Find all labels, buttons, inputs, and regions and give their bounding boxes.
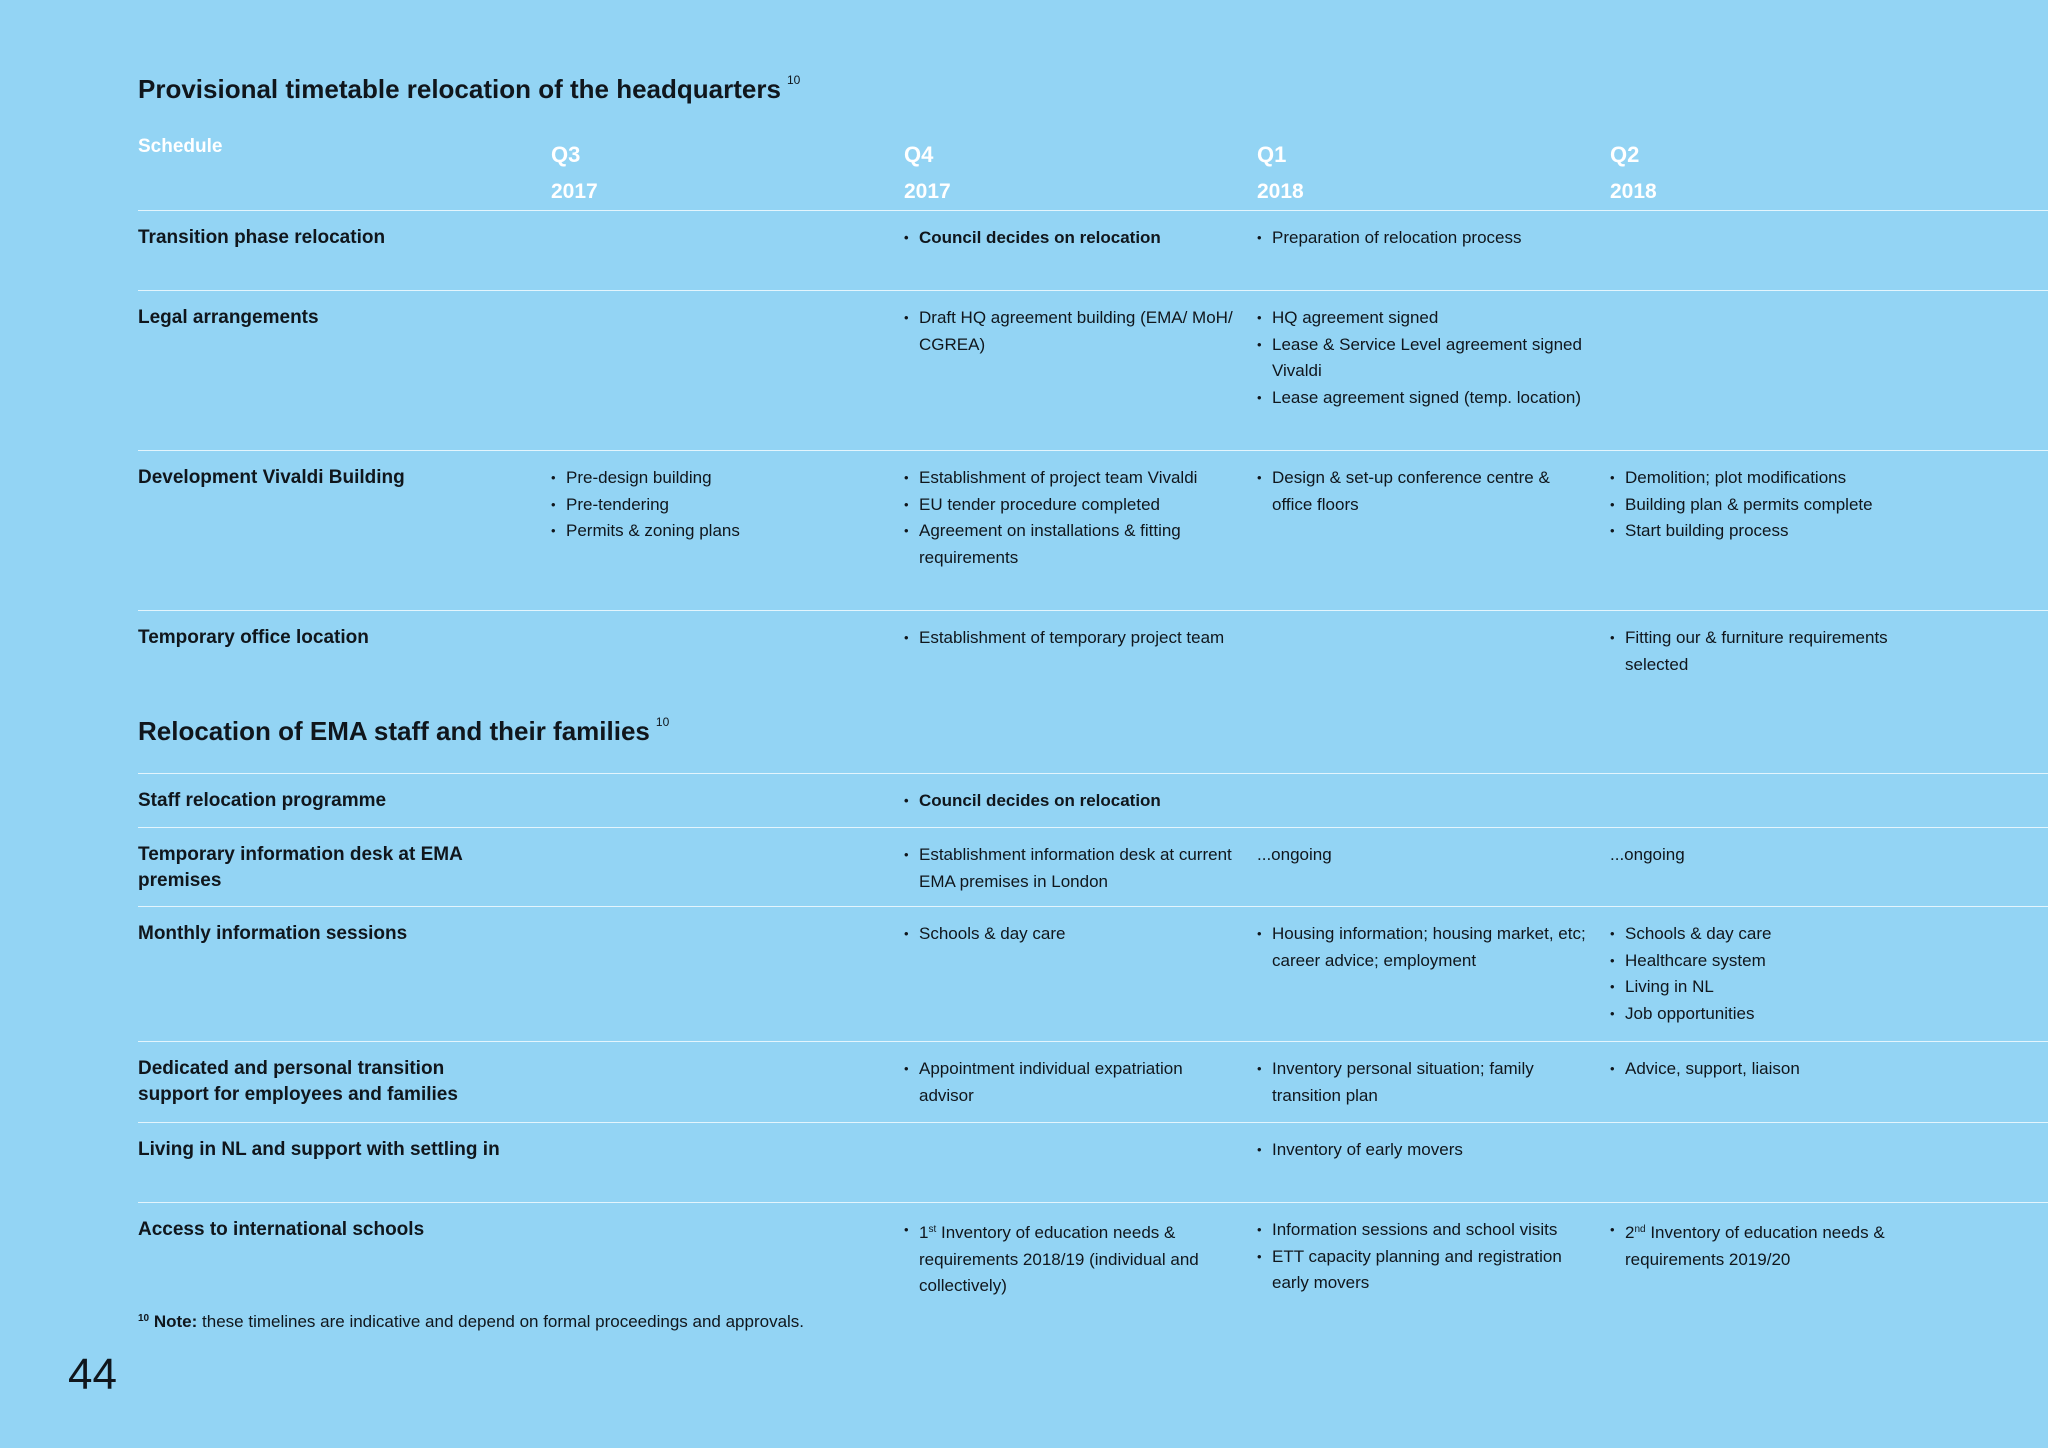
bullet-item: • Agreement on installations & fitting requirements bbox=[904, 518, 1234, 571]
row-label: Access to international schools bbox=[138, 1219, 425, 1240]
ongoing-text: ...ongoing bbox=[1257, 845, 1332, 864]
bullet-item: • Establishment of temporary project team bbox=[904, 625, 1234, 652]
footnote-ref: 10 bbox=[655, 715, 670, 729]
bullet-item: • HQ agreement signed bbox=[1257, 305, 1587, 332]
cell-q1 bbox=[1257, 1056, 1587, 1109]
cell-q2 bbox=[1610, 842, 1940, 869]
column-header-q2-2018 bbox=[1610, 136, 1657, 210]
footnote-ref: 10 bbox=[786, 73, 801, 87]
row-label: Temporary office location bbox=[138, 627, 369, 648]
cell-q4 bbox=[904, 1056, 1234, 1109]
cell-q4 bbox=[904, 225, 1234, 252]
bullet-text: Inventory of education needs & requirements 2019/20 bbox=[1625, 1223, 1885, 1269]
cell-q4 bbox=[904, 465, 1234, 571]
bullet-item: • Healthcare system bbox=[1610, 948, 1940, 975]
bullet-item: • Design & set-up conference centre & office floors bbox=[1257, 465, 1587, 518]
footnote-text: these timelines are indicative and depend on formal proceedings and approvals. bbox=[197, 1312, 805, 1331]
bullet-item: • Demolition; plot modifications bbox=[1610, 465, 1940, 492]
cell-q2 bbox=[1610, 465, 1940, 545]
ongoing-text: ...ongoing bbox=[1610, 845, 1685, 864]
bullet-item: • Information sessions and school visits bbox=[1257, 1217, 1587, 1244]
cell-q1 bbox=[1257, 1137, 1587, 1164]
bullet-item: • Living in NL bbox=[1610, 974, 1940, 1001]
section-title-text: Relocation of EMA staff and their families bbox=[138, 716, 650, 746]
bullet-item: • Job opportunities bbox=[1610, 1001, 1940, 1028]
section-title-staff-relocation bbox=[138, 715, 669, 747]
cell-q4 bbox=[904, 305, 1234, 358]
cell-q1 bbox=[1257, 465, 1587, 518]
column-header-q4-2017 bbox=[904, 136, 951, 210]
cell-q2 bbox=[1610, 625, 1940, 678]
ordinal-suffix: nd bbox=[1634, 1224, 1646, 1235]
cell-q1 bbox=[1257, 305, 1587, 411]
section-title-headquarters bbox=[138, 73, 800, 105]
cell-q4 bbox=[904, 788, 1234, 815]
ordinal-suffix: st bbox=[928, 1224, 937, 1235]
cell-q1 bbox=[1257, 842, 1587, 869]
row-label: Legal arrangements bbox=[138, 307, 319, 328]
bullet-item: • Establishment information desk at current EMA premises in London bbox=[904, 842, 1234, 895]
bullet-item: • Inventory personal situation; family transition plan bbox=[1257, 1056, 1587, 1109]
bullet-item: • Establishment of project team Vivaldi bbox=[904, 465, 1234, 492]
table-row-transition-support bbox=[138, 1041, 2048, 1122]
cell-q1 bbox=[1257, 921, 1587, 974]
table-row-living-in-nl bbox=[138, 1122, 2048, 1203]
column-quarter: Q3 bbox=[551, 142, 581, 167]
row-label: Dedicated and personal transition support for employees and families bbox=[138, 1058, 458, 1105]
cell-q4 bbox=[904, 921, 1234, 948]
bullet-item: • Pre-design building bbox=[551, 465, 881, 492]
column-quarter: Q4 bbox=[904, 142, 934, 167]
bullet-item: • Pre-tendering bbox=[551, 492, 881, 519]
page-number: 44 bbox=[68, 1350, 117, 1399]
table-row-staff-relocation-programme bbox=[138, 773, 2048, 827]
column-header-q3-2017 bbox=[551, 136, 598, 210]
cell-q4 bbox=[904, 842, 1234, 895]
cell-q4 bbox=[904, 1217, 1234, 1300]
bullet-item: • Permits & zoning plans bbox=[551, 518, 881, 545]
footnote-mark: 10 bbox=[138, 1313, 150, 1324]
table-row-development-vivaldi bbox=[138, 450, 2048, 611]
cell-q2 bbox=[1610, 1056, 1940, 1083]
bullet-item: • Lease agreement signed (temp. location) bbox=[1257, 385, 1587, 412]
row-label: Development Vivaldi Building bbox=[138, 467, 405, 488]
bullet-item: • Preparation of relocation process bbox=[1257, 225, 1587, 252]
column-quarter: Q2 bbox=[1610, 142, 1640, 167]
column-year: 2018 bbox=[1257, 180, 1304, 203]
footnote-label: Note: bbox=[153, 1312, 198, 1331]
bullet-item: • Building plan & permits complete bbox=[1610, 492, 1940, 519]
cell-q3 bbox=[551, 465, 881, 545]
column-year: 2018 bbox=[1610, 180, 1657, 203]
bullet-item: • Start building process bbox=[1610, 518, 1940, 545]
bullet-item: • ETT capacity planning and registration early movers bbox=[1257, 1244, 1587, 1297]
schedule-header-label: Schedule bbox=[138, 136, 223, 157]
table-row-information-desk bbox=[138, 827, 2048, 907]
ordinal-number: 1 bbox=[919, 1223, 929, 1242]
row-label: Monthly information sessions bbox=[138, 923, 408, 944]
section-title-text: Provisional timetable relocation of the headquarters bbox=[138, 74, 781, 104]
bullet-item: • Inventory of early movers bbox=[1257, 1137, 1587, 1164]
table-row-monthly-sessions bbox=[138, 906, 2048, 1042]
row-label: Living in NL and support with settling in bbox=[138, 1139, 500, 1160]
column-header-q1-2018 bbox=[1257, 136, 1304, 210]
column-year: 2017 bbox=[551, 180, 598, 203]
bullet-item: • EU tender procedure completed bbox=[904, 492, 1234, 519]
bullet-item bbox=[904, 1217, 1234, 1300]
cell-q1 bbox=[1257, 225, 1587, 252]
row-label: Temporary information desk at EMA premises bbox=[138, 844, 463, 891]
cell-q2 bbox=[1610, 921, 1940, 1027]
footnote bbox=[138, 1312, 804, 1332]
bullet-item: • Council decides on relocation bbox=[904, 225, 1234, 252]
cell-q4 bbox=[904, 625, 1234, 652]
schedule-header bbox=[0, 136, 2048, 210]
bullet-item: • Appointment individual expatriation advisor bbox=[904, 1056, 1234, 1109]
table-row-temporary-office bbox=[138, 610, 2048, 701]
cell-q2 bbox=[1610, 1217, 1940, 1273]
column-year: 2017 bbox=[904, 180, 951, 203]
bullet-item: • Housing information; housing market, etc; career advice; employment bbox=[1257, 921, 1587, 974]
ordinal-number: 2 bbox=[1625, 1223, 1635, 1242]
bullet-item: • Council decides on relocation bbox=[904, 788, 1234, 815]
bullet-text: Inventory of education needs & requirements 2018/19 (individual and collectively) bbox=[919, 1223, 1199, 1295]
bullet-item: • Schools & day care bbox=[1610, 921, 1940, 948]
row-label: Staff relocation programme bbox=[138, 790, 387, 811]
bullet-item: • Schools & day care bbox=[904, 921, 1234, 948]
row-label: Transition phase relocation bbox=[138, 227, 386, 248]
table-row-international-schools bbox=[138, 1202, 2048, 1303]
table-row-transition-phase bbox=[138, 210, 2048, 291]
column-quarter: Q1 bbox=[1257, 142, 1287, 167]
bullet-item: • Lease & Service Level agreement signed Vivaldi bbox=[1257, 332, 1587, 385]
bullet-item: • Fitting our & furniture requirements selected bbox=[1610, 625, 1940, 678]
table-row-legal-arrangements bbox=[138, 290, 2048, 451]
bullet-item: • Draft HQ agreement building (EMA/ MoH/ CGREA) bbox=[904, 305, 1234, 358]
bullet-item bbox=[1610, 1217, 1940, 1273]
bullet-item: • Advice, support, liaison bbox=[1610, 1056, 1940, 1083]
cell-q1 bbox=[1257, 1217, 1587, 1297]
